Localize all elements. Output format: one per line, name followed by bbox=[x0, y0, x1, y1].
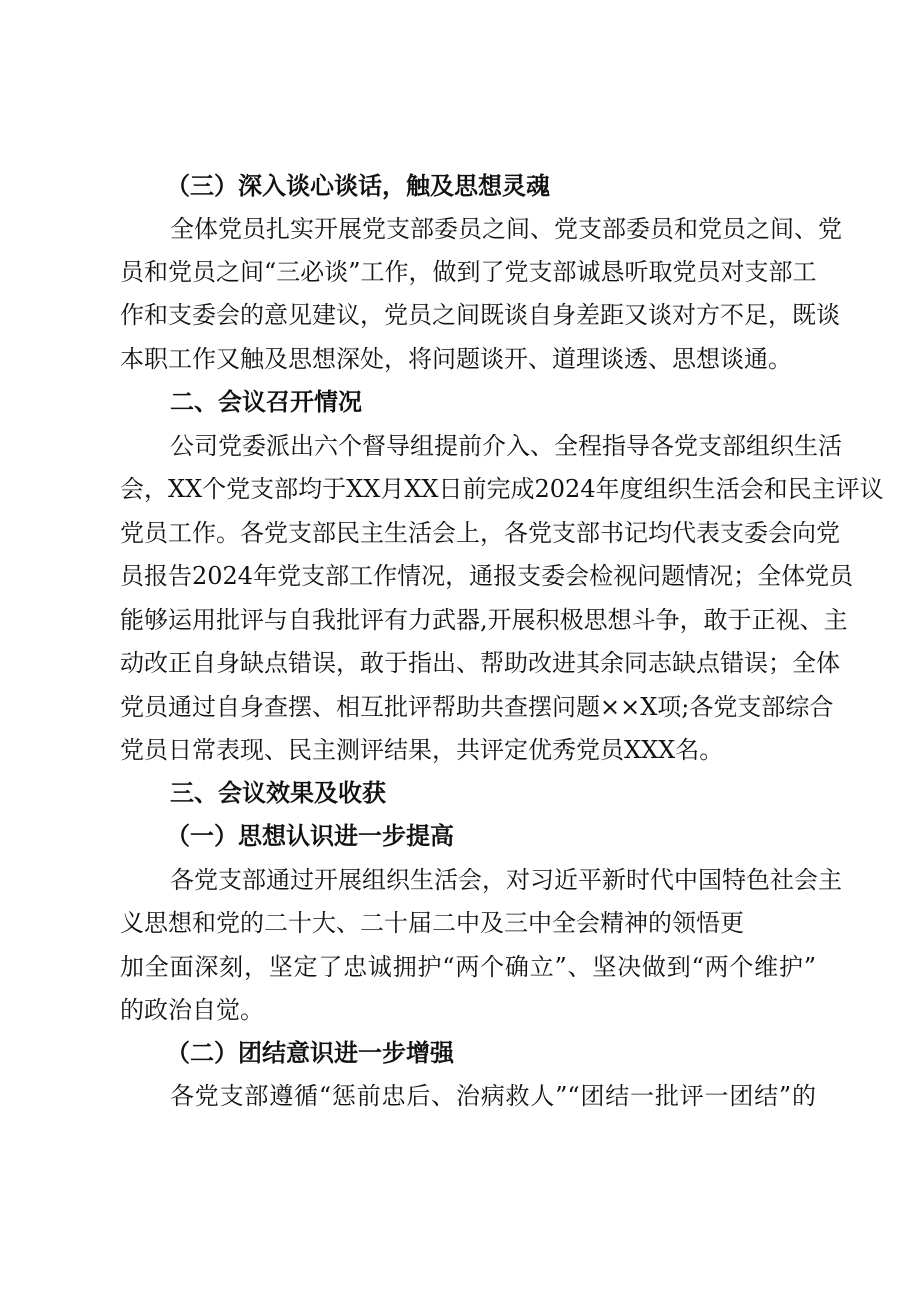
section-heading-2: 二、会议召开情况 bbox=[170, 387, 362, 416]
paragraph-line: 各党支部遵循“惩前忠后、治病救人”“团结一批评一团结”的 bbox=[170, 1082, 816, 1110]
paragraph-line: 公司党委派出六个督导组提前介入、全程指导各党支部组织生活 bbox=[170, 432, 842, 460]
paragraph-line: 的政治自觉。 bbox=[120, 996, 264, 1024]
paragraph-line: 员报告2024年党支部工作情况，通报支委会检视问题情况；全体党员 bbox=[120, 562, 854, 590]
paragraph-line: 党员日常表现、民主测评结果，共评定优秀党员XXX名。 bbox=[120, 736, 724, 764]
paragraph-line: 全体党员扎实开展党支部委员之间、党支部委员和党员之间、党 bbox=[170, 215, 842, 243]
paragraph-line: 义思想和党的二十大、二十届二中及三中全会精神的领悟更 bbox=[120, 909, 744, 937]
section-heading-3-3: （三）深入谈心谈话，触及思想灵魂 bbox=[166, 171, 550, 200]
paragraph-line: 动改正自身缺点错误，敢于指出、帮助改进其余同志缺点错误；全体 bbox=[120, 649, 840, 677]
paragraph-line: 党员通过自身查摆、相互批评帮助共查摆问题××X项;各党支部综合 bbox=[120, 693, 834, 721]
paragraph-line: 加全面深刻，坚定了忠诚拥护“两个确立”、坚决做到“两个维护” bbox=[120, 953, 816, 981]
section-heading-3-2: （二）团结意识进一步增强 bbox=[166, 1038, 454, 1067]
paragraph-line: 会，XX个党支部均于XX月XX日前完成2024年度组织生活会和民主评议 bbox=[120, 475, 884, 503]
paragraph-line: 员和党员之间“三必谈”工作，做到了党支部诚恳听取党员对支部工 bbox=[120, 258, 817, 286]
section-heading-3-1: （一）思想认识进一步提高 bbox=[166, 821, 454, 850]
paragraph-line: 党员工作。各党支部民主生活会上，各党支部书记均代表支委会向党 bbox=[120, 519, 840, 547]
paragraph-line: 能够运用批评与自我批评有力武器,开展积极思想斗争，敢于正视、主 bbox=[120, 606, 848, 634]
paragraph-line: 各党支部通过开展组织生活会，对习近平新时代中国特色社会主 bbox=[170, 866, 842, 894]
paragraph-line: 作和支委会的意见建议，党员之间既谈自身差距又谈对方不足，既谈 bbox=[120, 301, 840, 329]
paragraph-line: 本职工作又触及思想深处，将问题谈开、道理谈透、思想谈通。 bbox=[120, 345, 792, 373]
section-heading-3: 三、会议效果及收获 bbox=[170, 778, 386, 807]
